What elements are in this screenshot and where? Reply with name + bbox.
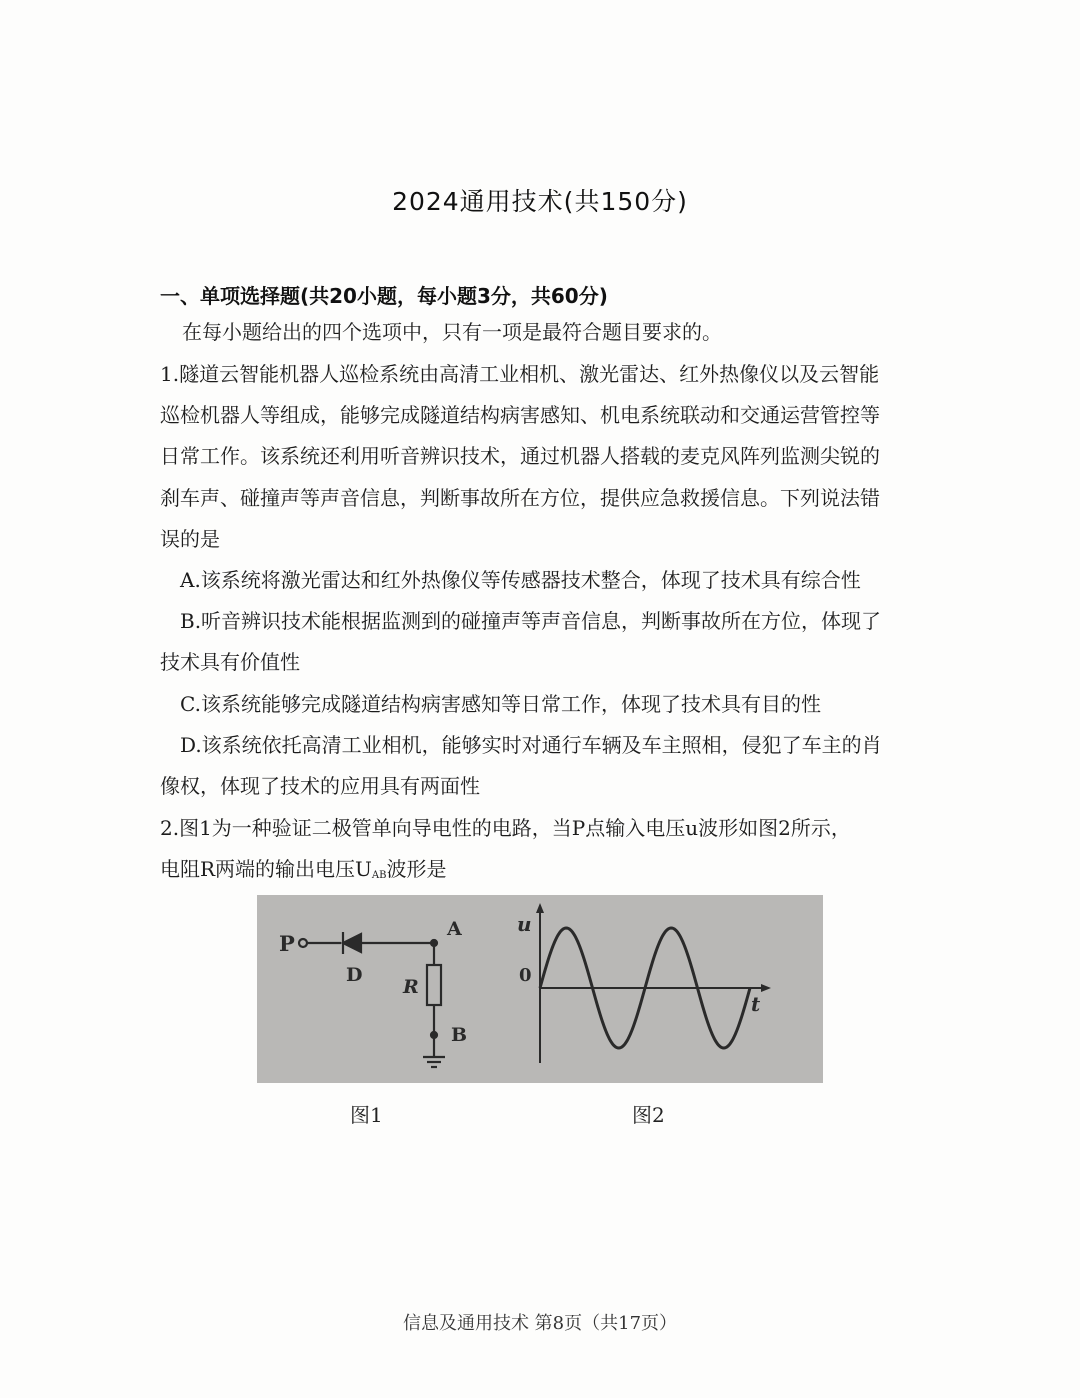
q1-stem-line-4: 刹车声、碰撞声等声音信息，判断事故所在方位，提供应急救援信息。下列说法错 [160,486,880,510]
q1-option-d-line-1: D.该系统依托高清工业相机，能够实时对通行车辆及车主照相，侵犯了车主的肖 [180,733,882,757]
wave-label-u: u [517,912,532,936]
circuit-label-p: P [279,931,295,956]
section-heading: 一、单项选择题(共20小题，每小题3分，共60分) [160,284,608,308]
circuit-label-r: R [403,976,419,998]
resistor-icon [427,965,441,1005]
q1-stem-line-1: 1.隧道云智能机器人巡检系统由高清工业相机、激光雷达、红外热像仪以及云智能 [160,362,880,386]
q1-stem-line-3: 日常工作。该系统还利用听音辨识技术，通过机器人搭载的麦克风阵列监测尖锐的 [160,444,880,468]
figure-caption-1: 图1 [350,1103,383,1127]
terminal-p [299,939,307,947]
y-axis-arrow-icon [536,903,544,913]
q1-option-c: C.该系统能够完成隧道结构病害感知等日常工作，体现了技术具有目的性 [180,692,821,716]
page-footer: 信息及通用技术 第8页（共17页） [402,1313,678,1334]
diode-icon [343,934,361,952]
wave-label-zero: 0 [519,965,532,986]
wave-label-t: t [751,992,761,1016]
q2-stem-line-1: 2.图1为一种验证二极管单向导电性的电路，当P点输入电压u波形如图2所示， [160,816,851,840]
q2-stem-line-2 [160,855,447,890]
figure-photo [257,895,823,1083]
q2-subscript-ab: AB [371,870,387,881]
circuit-label-a: A [447,918,462,940]
page-title: 2024通用技术(共150分) [392,187,688,216]
instruction-text: 在每小题给出的四个选项中，只有一项是最符合题目要求的。 [182,320,722,344]
q1-option-a: A.该系统将激光雷达和红外热像仪等传感器技术整合，体现了技术具有综合性 [180,568,861,592]
circuit-label-d: D [346,964,363,986]
q1-option-b-line-1: B.听音辨识技术能根据监测到的碰撞声等声音信息，判断事故所在方位，体现了 [180,609,882,633]
q1-stem-line-5: 误的是 [160,527,220,551]
q1-option-d-line-2: 像权，体现了技术的应用具有两面性 [160,774,480,798]
q2-stem-line-2-pre: 电阻R两端的输出电压U [160,857,372,881]
q2-stem-line-2-post: 波形是 [386,857,447,881]
figure-caption-2: 图2 [632,1103,665,1127]
q1-option-b-line-2: 技术具有价值性 [160,650,300,674]
waveform-plot [536,903,771,1063]
q1-stem-line-2: 巡检机器人等组成，能够完成隧道结构病害感知、机电系统联动和交通运营管控等 [160,403,880,427]
circuit-diagram [299,932,445,1067]
circuit-label-b: B [451,1024,468,1046]
t-axis-arrow-icon [761,984,771,992]
